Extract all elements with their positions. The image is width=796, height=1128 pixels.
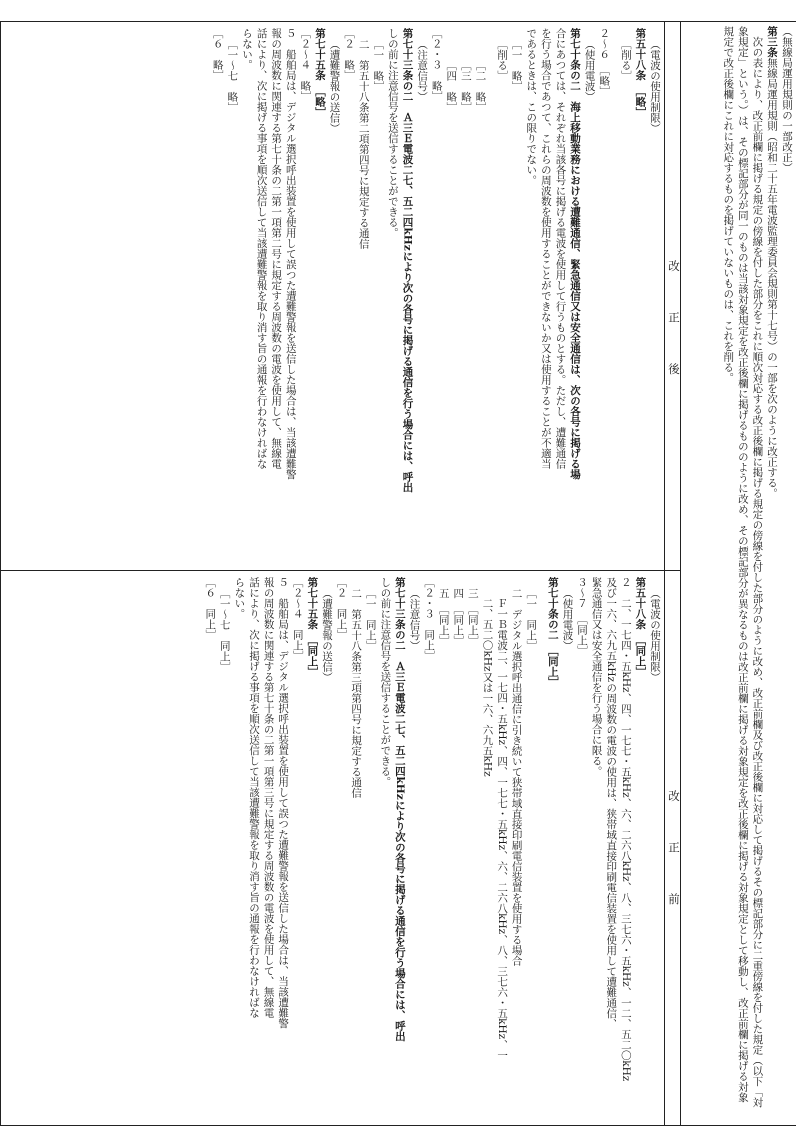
before-line: ３～７ ［同上］	[576, 577, 589, 656]
after-line: ［削る］	[496, 38, 509, 81]
after-spacer	[611, 28, 618, 568]
table-middle-divider	[0, 570, 680, 571]
after-spacer	[487, 28, 494, 568]
after-line: を行う場合であつて、これらの周波数を使用することができないか又は使用することが不適当	[539, 28, 552, 469]
before-line: ［２～４ 同上］	[291, 577, 304, 661]
after-line: ［三 略］	[459, 59, 472, 112]
before-line: 二 第五十八条第三項第四号に規定する通信	[350, 587, 363, 798]
before-column	[12, 577, 662, 1122]
before-line: らない。	[233, 577, 246, 619]
before-line: 第五十八条 ［同上］	[634, 577, 647, 677]
before-line: （使用電波）	[561, 587, 574, 651]
after-line: ［一 略］	[510, 38, 523, 91]
before-line: 五 ［同上］	[437, 587, 450, 646]
after-line: ［２～４ 略］	[299, 28, 312, 102]
before-line: 第七十三条の二 Ａ三Ｅ電波二七、五二四kHzにより次の各号に掲げる通信を行う場合には、呼出	[393, 577, 406, 1042]
before-line: ［一 同上］	[525, 587, 538, 651]
before-line: ２ 二、一七四・五kHz、四、一七七・五kHz、六、二六八kHz、八、三七六・五kHz、一二、五二〇kHz	[619, 577, 632, 1082]
after-line: 第七十三条の二 Ａ三Ｅ電波二七、五二四kHzにより次の各号に掲げる通信を行う場合には、呼出	[401, 28, 414, 493]
after-line: 話により、次に掲げる事項を順次送信して当該遭難警報を取り消す旨の通報を行わなければな	[255, 28, 268, 469]
after-line: 第五十八条 ［略］	[634, 28, 647, 118]
before-spacer	[538, 577, 545, 1122]
after-line: （遭難警報の送信）	[328, 38, 341, 133]
after-line: 報の周波数に関連する第七十条の二第一項第二号に規定する周波数の電波を使用して、無線電	[270, 28, 283, 469]
before-line: （注意信号）	[408, 587, 421, 651]
before-line: ［６ 同上］	[204, 577, 217, 640]
after-line: ５ 船舶局は、デジタル選択呼出装置を使用して誤つた遭難警報を送信した場合は、当該遭難警	[284, 28, 297, 480]
before-line: ［２ 同上］	[335, 577, 348, 640]
after-line: ［削る］	[619, 38, 632, 81]
after-line: （使用電波）	[583, 38, 596, 102]
before-line: 二、五二〇kHz又は一六、六九五kHz	[481, 598, 494, 777]
before-line: 二 デジタル選択呼出通信に引き続いて狭帯域直接印刷電信装置を使用する場合	[510, 587, 523, 966]
before-line: 話により、次に掲げる事項を順次送信して当該遭難警報を取り消す旨の通報を行わなければな	[247, 577, 260, 1018]
after-line: ［２ 略］	[343, 28, 356, 81]
before-line: 第七十条の二 ［同上］	[546, 577, 559, 688]
after-line: 第七十五条 ［略］	[313, 28, 326, 118]
after-line: ［２・３ 略］	[430, 28, 443, 102]
before-line: しの前に注意信号を送信することができる。	[379, 577, 392, 787]
before-line: （電波の使用制限）	[649, 587, 661, 682]
before-line: 第七十五条 ［同上］	[306, 577, 319, 677]
before-line: 緊急通信又は安全通信を行う場合に限る。	[590, 577, 603, 777]
table-right-border	[680, 21, 681, 1125]
header-after: 改正後	[667, 260, 681, 415]
before-line: 報の周波数に関連する第七十条の二第一項第三号に規定する周波数の電波を使用して、無線電	[262, 577, 275, 1018]
article-label: 第三条	[766, 26, 778, 58]
before-line: 及び一六、六九五kHzの周波数の電波の使用は、狭帯域直接印刷電信装置を使用して遭難通信、	[605, 577, 618, 1029]
preamble-body	[717, 26, 779, 1111]
after-line: ［一～七 略］	[226, 38, 239, 112]
explanation-text: 次の表により、改正前欄に掲げる規定の傍線を付した部分をこれに順次対応する改正後欄に掲げる規定の傍線を付した部分のように改め、改正前欄及び改正後欄に対応して掲げるその標記部分に二重傍線を付した規定（以下「対象規定」という。）は、その標記部分が同一のものは当該対象規定を改正後欄に掲げるもののように改め、その標記部分が異なるものは改正前欄に掲げる対象規定を改正後欄に掲げる対象規定として移動し、改正前欄に掲げる対象規定で改正後欄にこれに対応するものを掲げていないものは、これを削る。	[722, 26, 764, 1108]
after-line: であるときは、この限りでない。	[525, 28, 538, 186]
table-left-border	[0, 21, 1, 1125]
before-line: 四 ［同上］	[452, 587, 465, 646]
before-line: ［一 同上］	[364, 587, 377, 651]
before-line: Ｆ一Ｂ電波二、一七四・五kHz、四、一七七・五kHz、六、二六八kHz、八、三七六・五kHz、一	[496, 598, 509, 1061]
after-line: ［二 略］	[474, 59, 487, 112]
header-column-divider	[664, 21, 665, 1125]
after-line: （電波の使用制限）	[649, 38, 661, 133]
after-line: ［四 略］	[445, 59, 458, 112]
after-line: 二 第五十八条第二項第四号に規定する通信	[357, 38, 370, 249]
preamble-heading: （無線局運用規則の一部改正）	[781, 26, 793, 173]
after-line: ［一 略］	[372, 38, 385, 91]
before-line: ［一～七 同上］	[218, 587, 231, 672]
article-text: 無線局運用規則（昭和二十五年電波監理委員会規則第十七号）の一部を次のように改正する。	[766, 57, 778, 499]
after-line: 合にあつては、それぞれ当該各号に掲げる電波を使用して行うものとする。ただし、遭難通信	[554, 28, 567, 469]
bottom-rule	[0, 1125, 796, 1126]
after-column	[12, 28, 662, 568]
after-line: （注意信号）	[416, 38, 429, 102]
after-line: しの前に注意信号を送信することができる。	[386, 28, 399, 238]
after-line: ２～６ ［略］	[598, 28, 611, 97]
after-line: ［６ 略］	[211, 28, 224, 81]
top-rule	[0, 21, 796, 22]
before-line: ５ 船舶局は、デジタル選択呼出装置を使用して誤つた遭難警報を送信した場合は、当該遭難警	[277, 577, 290, 1029]
after-line: らない。	[240, 28, 253, 70]
before-line: （遭難警報の送信）	[320, 587, 333, 682]
header-before: 改正前	[667, 790, 681, 945]
before-line: 三 ［同上］	[466, 587, 479, 646]
after-line: 第七十条の二 海上移動業務における遭難通信、緊急通信又は安全通信は、次の各号に掲げる場	[569, 28, 582, 480]
before-line: ［２・３ 同上］	[423, 577, 436, 661]
explanation-indent	[751, 26, 763, 37]
